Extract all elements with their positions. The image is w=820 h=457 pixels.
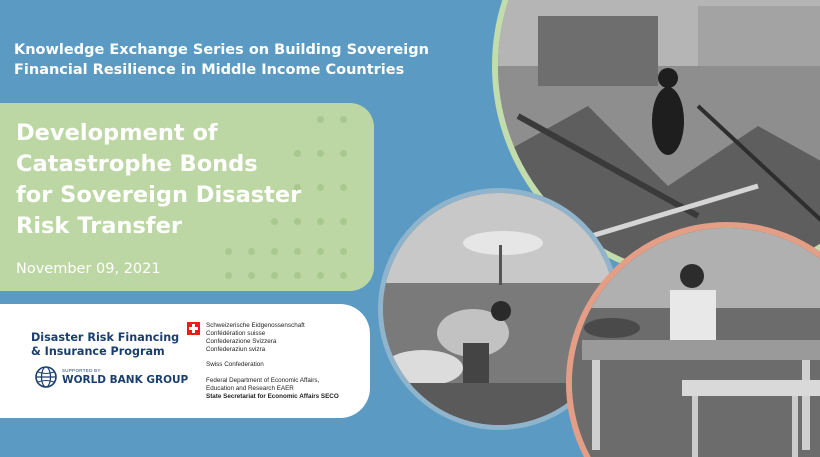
main-title — [16, 118, 346, 242]
drfip-line: & Insurance Program — [31, 345, 165, 358]
swiss-line: Confederaziun svizra — [206, 346, 266, 353]
swiss-line: Education and Research EAER — [206, 385, 294, 392]
swiss-line: Confédération suisse — [206, 330, 266, 337]
swiss-line: Swiss Confederation — [206, 361, 264, 368]
drfip-logo-text — [31, 331, 179, 359]
drfip-line: Disaster Risk Financing — [31, 331, 180, 344]
logo-panel — [0, 304, 370, 418]
title-line: Catastrophe Bonds — [16, 151, 258, 177]
event-date: November 09, 2021 — [16, 261, 161, 277]
world-bank-globe-icon — [35, 366, 57, 388]
swiss-line: Schweizerische Eidgenossenschaft — [206, 322, 305, 329]
supported-by-label: SUPPORTED BY — [62, 368, 101, 373]
swiss-line: Federal Department of Economic Affairs, — [206, 377, 320, 384]
series-title: Knowledge Exchange Series on Building Sovereign Financial Resilience in Middle Income Countries — [14, 42, 429, 78]
title-line: Risk Transfer — [16, 213, 182, 239]
title-line: Development of — [16, 120, 218, 146]
title-line: for Sovereign Disaster — [16, 182, 302, 208]
swiss-line-seco: State Secretariat for Economic Affairs SECO — [206, 393, 339, 400]
swiss-flag-icon — [187, 322, 200, 335]
swiss-line: Confederazione Svizzera — [206, 338, 277, 345]
world-bank-group-label: WORLD BANK GROUP — [62, 374, 189, 386]
